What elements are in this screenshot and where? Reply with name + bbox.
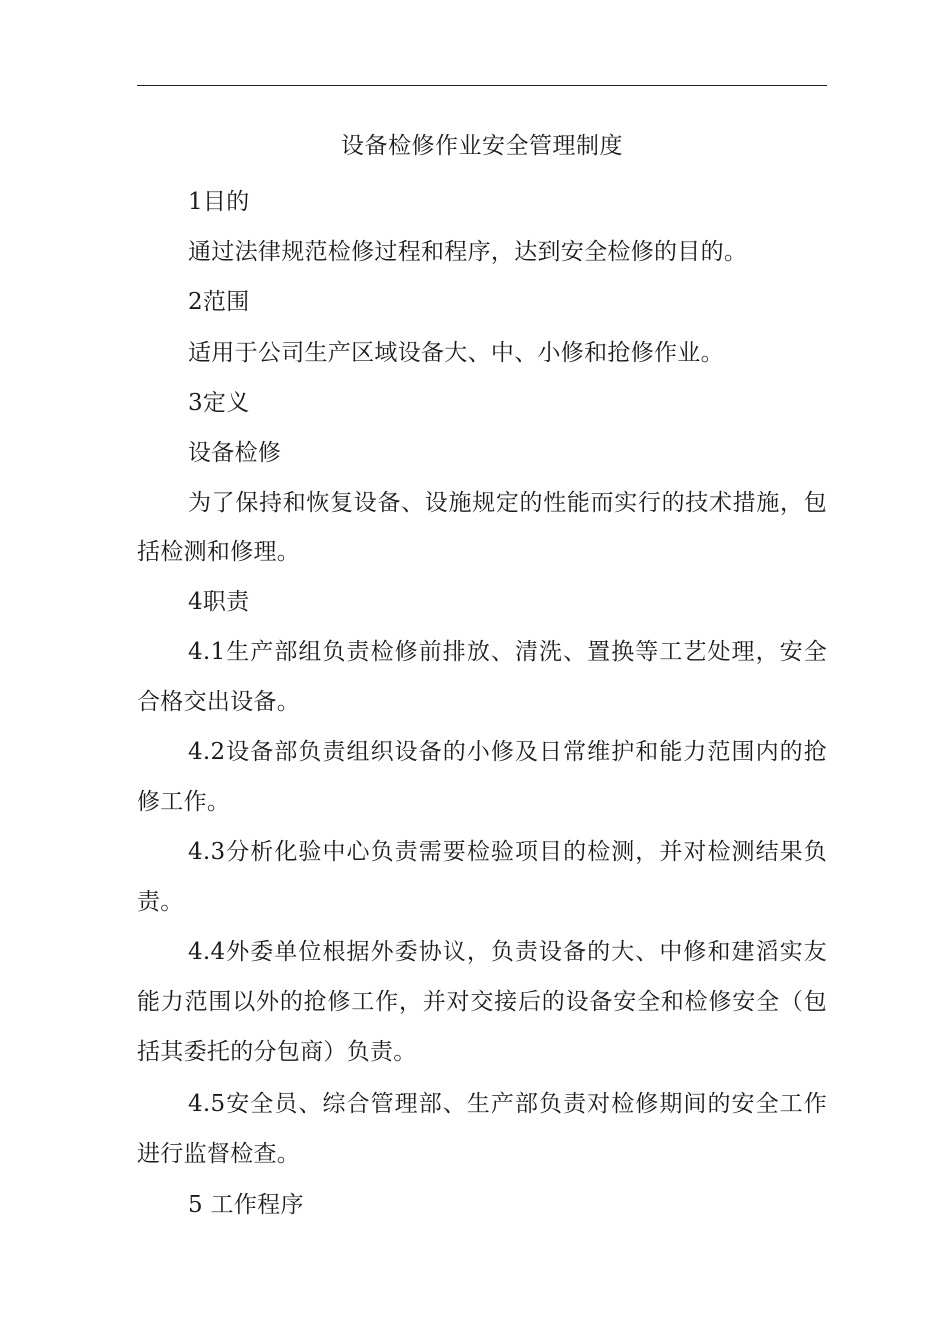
paragraph-line: 4.4外委单位根据外委协议，负责设备的大、中修和建滔实友 (188, 939, 827, 965)
paragraph-line: 括其委托的分包商）负责。 (137, 1039, 417, 1065)
paragraph-line: 合格交出设备。 (137, 689, 301, 715)
paragraph-line: 括检测和修理。 (137, 539, 301, 565)
paragraph-line: 修工作。 (137, 789, 231, 815)
paragraph-line: 4.1生产部组负责检修前排放、清洗、置换等工艺处理，安全 (188, 639, 827, 665)
paragraph-line: 能力范围以外的抢修工作，并对交接后的设备安全和检修安全（包 (137, 989, 827, 1015)
paragraph-line: 适用于公司生产区域设备大、中、小修和抢修作业。 (188, 340, 724, 366)
paragraph-line: 为了保持和恢复设备、设施规定的性能而实行的技术措施，包 (188, 490, 827, 516)
document-title: 设备检修作业安全管理制度 (341, 133, 623, 159)
header-rule (137, 85, 827, 86)
section-heading-purpose: 1目的 (188, 189, 250, 215)
section-heading-scope: 2范围 (188, 289, 250, 315)
section-heading-procedure: 5 工作程序 (188, 1192, 304, 1218)
paragraph-line: 进行监督检查。 (137, 1141, 301, 1167)
term-label: 设备检修 (188, 440, 282, 466)
paragraph-line: 责。 (137, 889, 184, 915)
section-heading-definition: 3定义 (188, 390, 250, 416)
section-heading-responsibility: 4职责 (188, 589, 250, 615)
paragraph-line: 通过法律规范检修过程和程序，达到安全检修的目的。 (188, 239, 748, 265)
paragraph-line: 4.5安全员、综合管理部、生产部负责对检修期间的安全工作 (188, 1091, 827, 1117)
paragraph-line: 4.2设备部负责组织设备的小修及日常维护和能力范围内的抢 (188, 739, 827, 765)
paragraph-line: 4.3分析化验中心负责需要检验项目的检测，并对检测结果负 (188, 839, 827, 865)
